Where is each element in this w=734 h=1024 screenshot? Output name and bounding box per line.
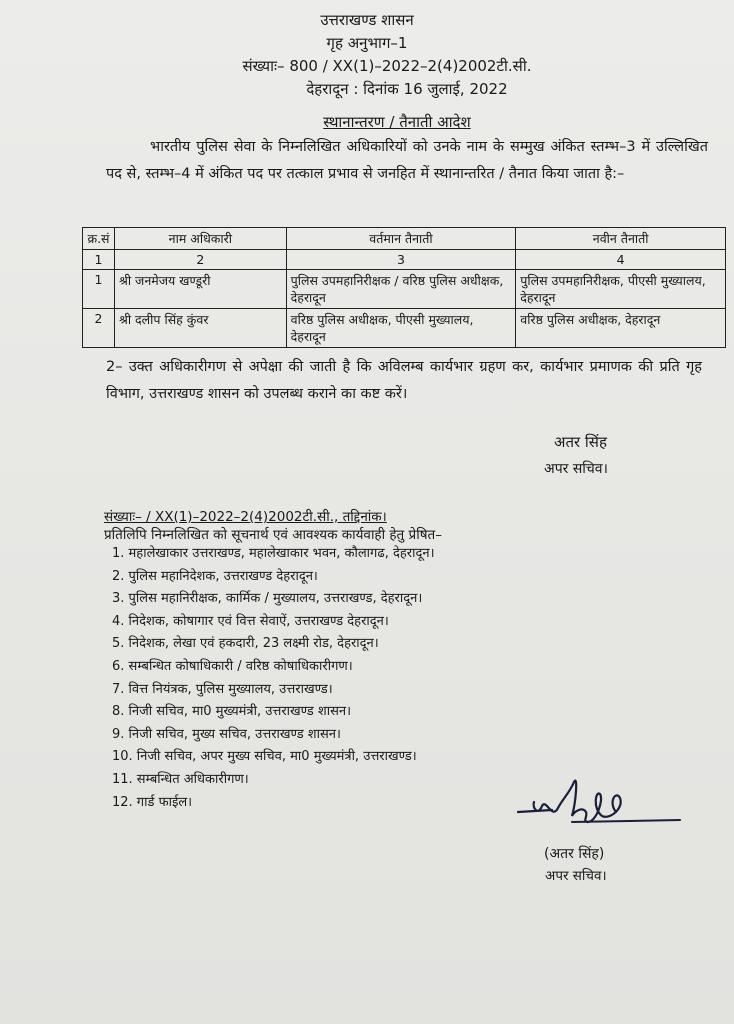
- list-item: 9. निजी सचिव, मुख्य सचिव, उत्तराखण्ड शासन।: [112, 726, 341, 742]
- order-title: स्थानान्तरण / तैनाती आदेश: [323, 113, 471, 131]
- list-item: 5. निदेशक, लेखा एवं हकदारी, 23 लक्ष्मी रोड, देहरादून।: [112, 636, 379, 652]
- row-sno: 2: [83, 309, 115, 348]
- handwritten-signature: [512, 772, 682, 842]
- copy-list: [112, 543, 435, 814]
- table-header-row: [83, 228, 726, 250]
- signatory-name: अतर सिंह: [554, 433, 607, 451]
- list-item: 6. सम्बन्धित कोषाधिकारी / वरिष्ठ कोषाधिकारीगण।: [112, 658, 353, 674]
- list-item: 4. निदेशक, कोषागार एवं वित्त सेवाऐं, उत्तराखण्ड देहरादून।: [112, 613, 389, 629]
- table-row: [83, 309, 726, 348]
- col-number: 1: [83, 250, 115, 270]
- intro-paragraph: भारतीय पुलिस सेवा के निम्नलिखित अधिकारियों को उनके नाम के सम्मुख अंकित स्तम्भ–3 में उल्लिखित पद से, स्तम्भ–4 में अंकित पद पर तत्काल प्रभाव से जनहित में स्थानान्तरित / तैनात किया जाता है:–: [106, 139, 708, 182]
- list-item: 2. पुलिस महानिदेशक, उत्तराखण्ड देहरादून।: [112, 568, 318, 584]
- list-item: 8. निजी सचिव, मा0 मुख्यमंत्री, उत्तराखण्ड शासन।: [112, 704, 352, 720]
- row-new: पुलिस उपमहानिरीक्षक, पीएसी मुख्यालय, देहरादून: [516, 270, 726, 309]
- row-new: वरिष्ठ पुलिस अधीक्षक, देहरादून: [516, 309, 726, 348]
- list-item: 3. पुलिस महानिरीक्षक, कार्मिक / मुख्यालय, उत्तराखण्ड, देहरादून।: [112, 591, 423, 607]
- row-current: वरिष्ठ पुलिस अधीक्षक, पीएसी मुख्यालय, देहरादून: [286, 309, 516, 348]
- row-name: श्री दलीप सिंह कुंवर: [114, 309, 286, 348]
- signatory-bottom-name: (अतर सिंह): [544, 846, 605, 862]
- list-item: 7. वित्त नियंत्रक, पुलिस मुख्यालय, उत्तराखण्ड।: [112, 681, 333, 697]
- list-item: 11. सम्बन्धित अधिकारीगण।: [112, 771, 249, 787]
- header-current: वर्तमान तैनाती: [286, 228, 516, 250]
- col-number: 4: [516, 250, 726, 270]
- column-number-row: [83, 250, 726, 270]
- col-number: 3: [286, 250, 516, 270]
- signatory-bottom-designation: अपर सचिव।: [545, 868, 607, 884]
- list-item: 1. महालेखाकार उत्तराखण्ड, महालेखाकार भवन, कौलागढ, देहरादून।: [112, 546, 435, 561]
- list-item: 12. गार्ड फाईल।: [112, 794, 193, 810]
- copy-number: संख्याः– / XX(1)–2022–2(4)2002टी.सी., तद्दिनांक।: [104, 509, 387, 525]
- paragraph-2: 2– उक्त अधिकारीगण से अपेक्षा की जाती है कि अविलम्ब कार्यभार ग्रहण कर, कार्यभार प्रमाणक की प्रति गृह विभाग, उत्तराखण्ड शासन को उपलब्ध कराने का कष्ट करें।: [106, 359, 702, 402]
- row-name: श्री जनमेजय खण्डूरी: [114, 270, 286, 309]
- transfer-table: [82, 227, 726, 348]
- row-current: पुलिस उपमहानिरीक्षक / वरिष्ठ पुलिस अधीक्षक, देहरादून: [286, 270, 516, 309]
- header-sno: क्र.सं: [83, 228, 115, 250]
- row-sno: 1: [83, 270, 115, 309]
- section-heading: गृह अनुभाग–1: [326, 34, 408, 52]
- list-item: 10. निजी सचिव, अपर मुख्य सचिव, मा0 मुख्यमंत्री, उत्तराखण्ड।: [112, 749, 417, 765]
- order-number: संख्याः– 800 / XX(1)–2022–2(4)2002टी.सी.: [242, 57, 532, 75]
- table-row: [83, 270, 726, 309]
- gov-heading: उत्तराखण्ड शासन: [320, 11, 414, 29]
- header-name: नाम अधिकारी: [114, 228, 286, 250]
- col-number: 2: [114, 250, 286, 270]
- header-new: नवीन तैनाती: [516, 228, 726, 250]
- copy-intro: प्रतिलिपि निम्नलिखित को सूचनार्थ एवं आवश्यक कार्यवाही हेतु प्रेषित–: [104, 527, 442, 543]
- signatory-designation: अपर सचिव।: [544, 461, 608, 477]
- place-date: देहरादून : दिनांक 16 जुलाई, 2022: [306, 80, 508, 98]
